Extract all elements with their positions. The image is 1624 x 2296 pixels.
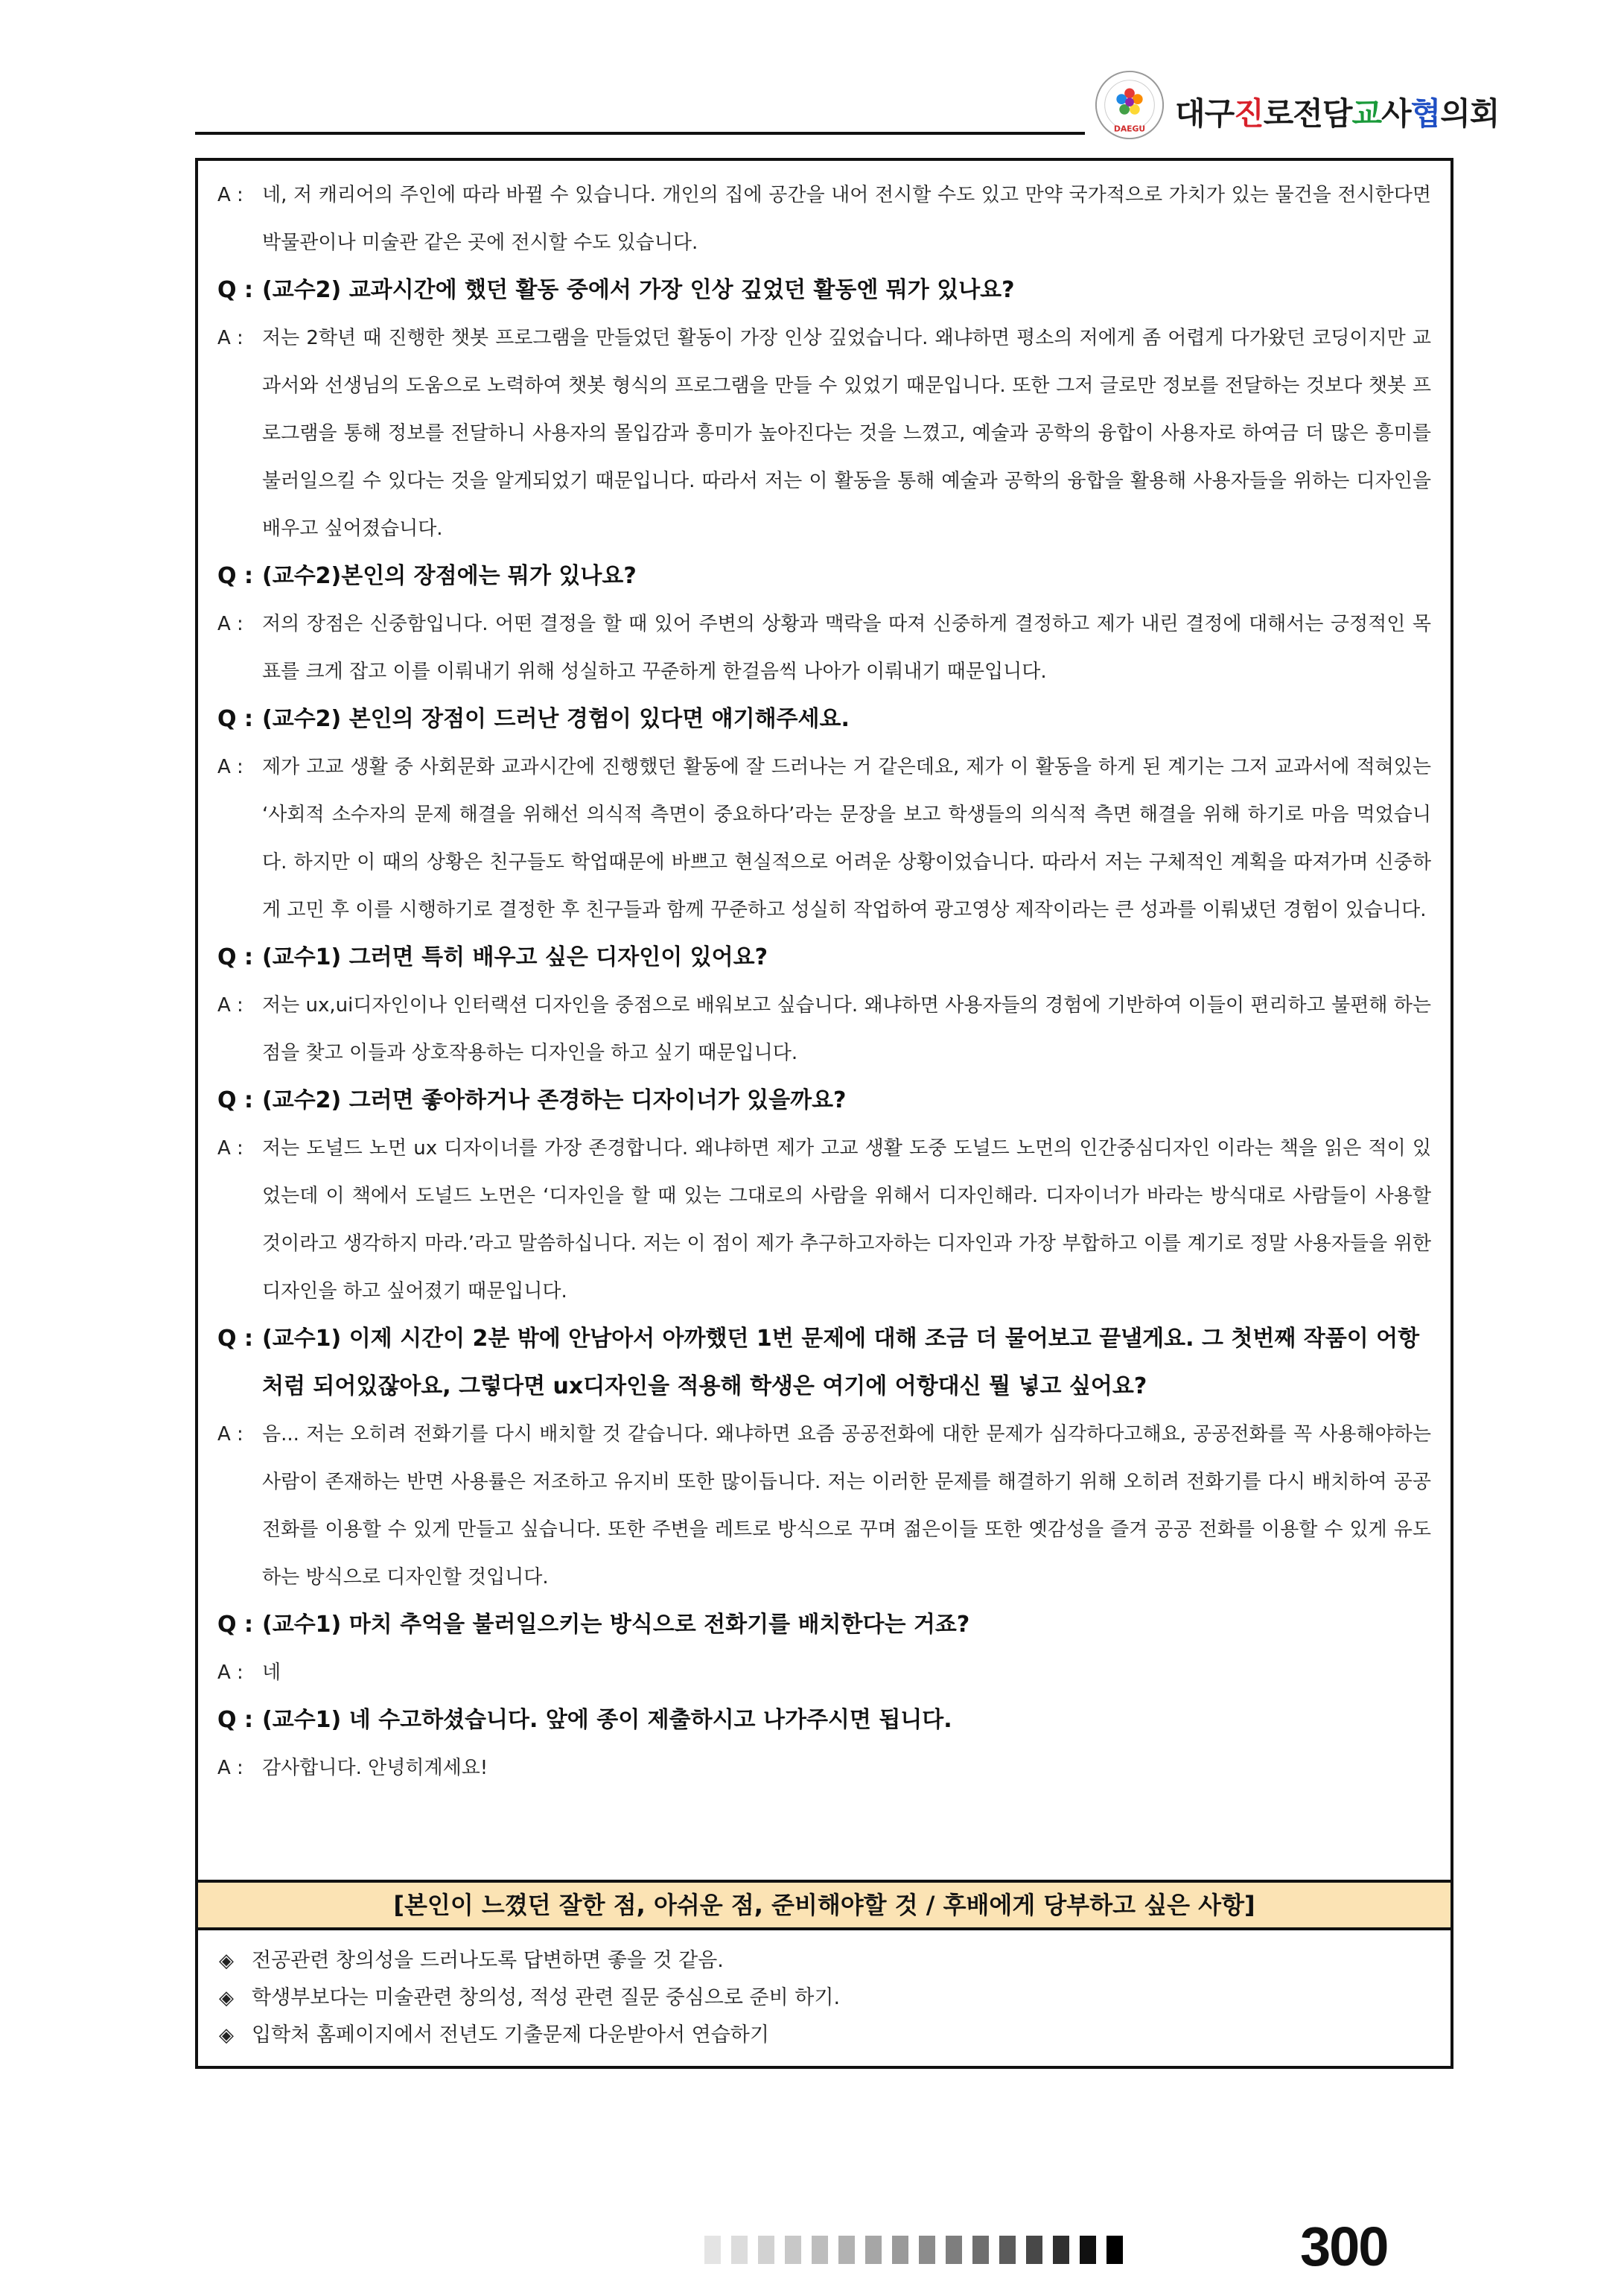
question-marker: Q :: [217, 563, 253, 589]
question-entry: [217, 1696, 1431, 1744]
org-name-part: 진: [1234, 95, 1264, 132]
org-name: [1175, 89, 1499, 134]
association-logo: [1093, 69, 1166, 141]
question-entry: [217, 1315, 1431, 1411]
footer-bar: [946, 2236, 962, 2264]
org-name-part: 사: [1381, 95, 1411, 132]
question-entry: [217, 1601, 1431, 1649]
footer-bars: [704, 2236, 1123, 2264]
footer-bar: [892, 2236, 908, 2264]
answer-marker: A :: [217, 184, 243, 206]
answer-entry: [217, 1649, 1431, 1696]
question-entry: [217, 267, 1431, 314]
question-text: (교수2)본인의 장점에는 뭐가 있나요?: [262, 563, 637, 589]
diamond-bullet-icon: ◈: [219, 1950, 234, 1972]
question-text: (교수2) 그러면 좋아하거나 존경하는 디자이너가 있을까요?: [262, 1087, 847, 1113]
diamond-bullet-icon: ◈: [219, 1987, 234, 2009]
org-name-part: 협: [1410, 95, 1441, 132]
logo-text: DAEGU: [1113, 124, 1146, 134]
answer-entry: [217, 982, 1431, 1077]
answer-marker: A :: [217, 994, 243, 1017]
question-marker: Q :: [217, 1612, 253, 1638]
question-entry: [217, 1077, 1431, 1125]
question-marker: Q :: [217, 1707, 253, 1733]
question-text: (교수2) 본인의 장점이 드러난 경험이 있다면 얘기해주세요.: [262, 706, 850, 732]
footer-bar: [704, 2236, 721, 2264]
footer-bar: [865, 2236, 882, 2264]
diamond-bullet-icon: ◈: [219, 2024, 234, 2047]
answer-entry: [217, 743, 1431, 934]
footer-bar: [838, 2236, 855, 2264]
question-text: (교수1) 네 수고하셨습니다. 앞에 종이 제출하시고 나가주시면 됩니다.: [262, 1707, 952, 1733]
question-text: (교수1) 이제 시간이 2분 밖에 안남아서 아까했던 1번 문제에 대해 조금 더 물어보고 끝낼게요. 그 첫번째 작품이 어항처럼 되어있잖아요, 그렇다면 ux디자인을 적용해 학생은 여기에 어항대신 뭘 넣고 싶어요?: [262, 1326, 1420, 1399]
question-marker: Q :: [217, 277, 253, 303]
content-box: [195, 158, 1453, 2069]
page-number: 300: [1300, 2216, 1388, 2277]
qa-list: [217, 171, 1431, 1792]
question-marker: Q :: [217, 944, 253, 970]
header-rule: [195, 132, 1085, 135]
answer-marker: A :: [217, 613, 243, 635]
tip-item: [219, 2017, 1430, 2054]
org-name-part: 교: [1351, 95, 1382, 132]
answer-entry: [217, 1411, 1431, 1601]
question-entry: [217, 934, 1431, 982]
footer-bar: [972, 2236, 989, 2264]
answer-marker: A :: [217, 1137, 243, 1160]
answer-text: 저는 2학년 때 진행한 챗봇 프로그램을 만들었던 활동이 가장 인상 깊었습니다. 왜냐하면 평소의 저에게 좀 어렵게 다가왔던 코딩이지만 교과서와 선생님의 도움으로 노력하여 챗봇 형식의 프로그램을 만들 수 있었기 때문입니다. 또한 그저 글로만 정보를 전달하는 것보다 챗봇 프로그램을 통해 정보를 전달하니 사용자의 몰입감과 흥미가 높아진다는 것을 느꼈고, 예술과 공학의 융합이 사용자로 하여금 더 많은 흥미를 불러일으킬 수 있다는 것을 알게되었기 때문입니다. 따라서 저는 이 활동을 통해 예술과 공학의 융합을 활용해 사용자들을 위하는 디자인을 배우고 싶어졌습니다.: [262, 327, 1431, 540]
answer-text: 네, 저 캐리어의 주인에 따라 바뀔 수 있습니다. 개인의 집에 공간을 내어 전시할 수도 있고 만약 국가적으로 가치가 있는 물건을 전시한다면 박물관이나 미술관 같은 곳에 전시할 수도 있습니다.: [262, 184, 1431, 254]
tip-item: [219, 1979, 1430, 2017]
footer-bar: [758, 2236, 774, 2264]
answer-text: 저는 ux,ui디자인이나 인터랙션 디자인을 중점으로 배워보고 싶습니다. 왜냐하면 사용자들의 경험에 기반하여 이들이 편리하고 불편해 하는 점을 찾고 이들과 상호작용하는 디자인을 하고 싶기 때문입니다.: [262, 994, 1431, 1064]
footer-bar: [1080, 2236, 1096, 2264]
footer-bar: [1053, 2236, 1069, 2264]
answer-marker: A :: [217, 756, 243, 778]
footer-bar: [812, 2236, 828, 2264]
answer-text: 감사합니다. 안녕히계세요!: [262, 1757, 488, 1779]
footer-bar: [731, 2236, 748, 2264]
question-text: (교수1) 마치 추억을 불러일으키는 방식으로 전화기를 배치한다는 거죠?: [262, 1612, 970, 1638]
tip-text: 전공관련 창의성을 드러나도록 답변하면 좋을 것 같음.: [252, 1949, 724, 1972]
question-text: (교수1) 그러면 특히 배우고 싶은 디자인이 있어요?: [262, 944, 768, 970]
answer-text: 저는 도널드 노먼 ux 디자이너를 가장 존경합니다. 왜냐하면 제가 고교 생활 도중 도널드 노먼의 인간중심디자인 이라는 책을 읽은 적이 있었는데 이 책에서 도널드 노먼은 ‘디자인을 할 때 있는 그대로의 사람을 위해서 디자인해라. 디자이너가 바라는 방식대로 사람들이 사용할 것이라고 생각하지 마라.’라고 말씀하십니다. 저는 이 점이 제가 추구하고자하는 디자인과 가장 부합하고 이를 계기로 정말 사용자들을 위한 디자인을 하고 싶어졌기 때문입니다.: [262, 1137, 1431, 1303]
question-entry: [217, 696, 1431, 743]
answer-marker: A :: [217, 1661, 243, 1684]
footer-bar: [919, 2236, 935, 2264]
org-name-part: 의회: [1440, 95, 1500, 132]
footer-bar: [1026, 2236, 1042, 2264]
answer-text: 제가 고교 생활 중 사회문화 교과시간에 진행했던 활동에 잘 드러나는 거 같은데요, 제가 이 활동을 하게 된 계기는 그저 교과서에 적혀있는 ‘사회적 소수자의 문제 해결을 위해선 의식적 측면이 중요하다’라는 문장을 보고 학생들의 의식적 측면 해결을 위해 하기로 마음 먹었습니다. 하지만 이 때의 상황은 친구들도 학업때문에 바쁘고 현실적으로 어려운 상황이었습니다. 따라서 저는 구체적인 계획을 따져가며 신중하게 고민 후 이를 시행하기로 결정한 후 친구들과 함께 꾸준하고 성실히 작업하여 광고영상 제작이라는 큰 성과를 이뤄냈던 경험이 있습니다.: [262, 756, 1431, 921]
answer-text: 저의 장점은 신중함입니다. 어떤 결정을 할 때 있어 주변의 상황과 맥락을 따져 신중하게 결정하고 제가 내린 결정에 대해서는 긍정적인 목표를 크게 잡고 이를 이뤄내기 위해 성실하고 꾸준하게 한걸음씩 나아가 이뤄내기 때문입니다.: [262, 613, 1431, 683]
question-marker: Q :: [217, 1326, 253, 1352]
answer-entry: [217, 600, 1431, 696]
footer-bar: [999, 2236, 1016, 2264]
answer-text: 네: [262, 1661, 281, 1684]
question-marker: Q :: [217, 706, 253, 732]
org-name-part: 로전담: [1263, 95, 1352, 132]
answer-marker: A :: [217, 1757, 243, 1779]
footer-bar: [785, 2236, 801, 2264]
answer-text: 음... 저는 오히려 전화기를 다시 배치할 것 같습니다. 왜냐하면 요즘 공공전화에 대한 문제가 심각하다고해요, 공공전화를 꼭 사용해야하는 사람이 존재하는 반면 사용률은 저조하고 유지비 또한 많이듭니다. 저는 이러한 문제를 해결하기 위해 오히려 전화기를 다시 배치하여 공공전화를 이용할 수 있게 만들고 싶습니다. 또한 주변을 레트로 방식으로 꾸며 젊은이들 또한 옛감성을 즐겨 공공 전화를 이용할 수 있게 유도하는 방식으로 디자인할 것입니다.: [262, 1423, 1431, 1589]
question-text: (교수2) 교과시간에 했던 활동 중에서 가장 인상 깊었던 활동엔 뭐가 있나요?: [262, 277, 1015, 303]
org-name-part: 대구: [1175, 95, 1235, 132]
tip-text: 학생부보다는 미술관련 창의성, 적성 관련 질문 중심으로 준비 하기.: [252, 1986, 841, 2009]
footer-bar: [1106, 2236, 1123, 2264]
question-marker: Q :: [217, 1087, 253, 1113]
answer-entry: [217, 1125, 1431, 1315]
question-entry: [217, 553, 1431, 600]
tips-list: [219, 1942, 1430, 2054]
tip-item: [219, 1942, 1430, 1979]
answer-entry: [217, 1744, 1431, 1792]
section-title: [본인이 느꼈던 잘한 점, 아쉬운 점, 준비해야할 것 / 후배에게 당부하고 싶은 사항]: [198, 1880, 1451, 1930]
answer-marker: A :: [217, 327, 243, 349]
answer-marker: A :: [217, 1423, 243, 1446]
answer-entry: [217, 314, 1431, 553]
tip-text: 입학처 홈페이지에서 전년도 기출문제 다운받아서 연습하기: [252, 2023, 769, 2047]
answer-entry: [217, 171, 1431, 267]
